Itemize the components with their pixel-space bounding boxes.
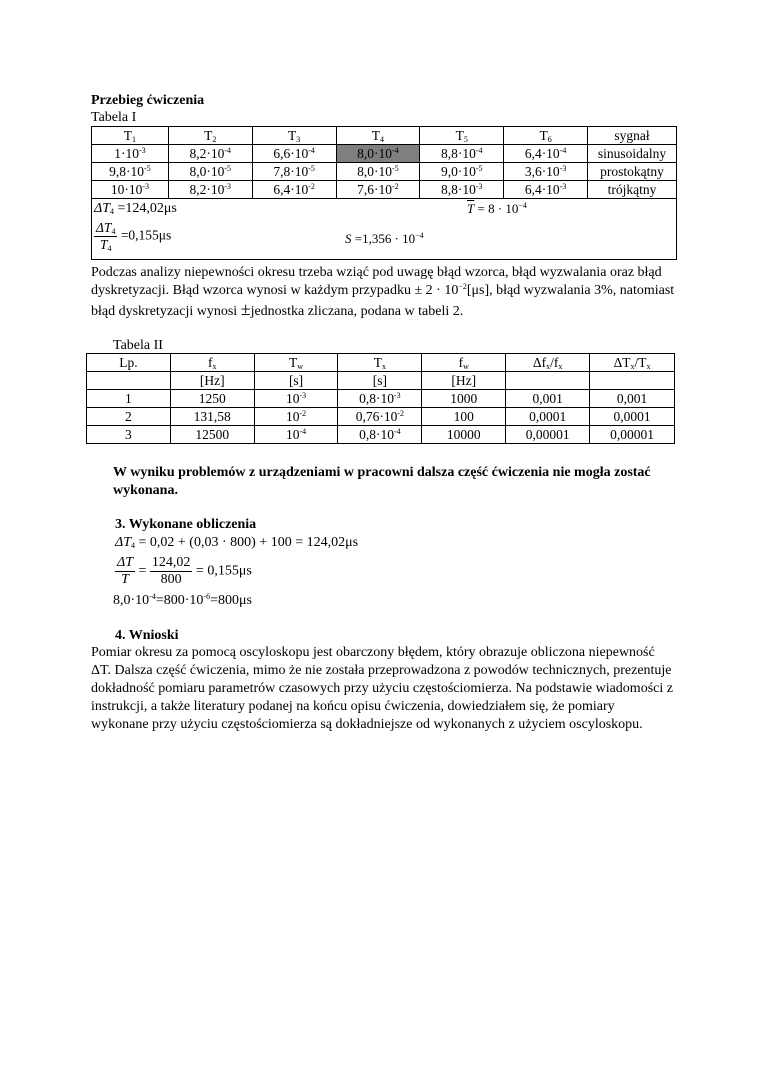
- table1-header-cell: $T_1$: [92, 127, 169, 145]
- table-cell: $6,4\cdot 10^{-4}$: [504, 145, 588, 163]
- table-cell-signal: sinusoidalny: [588, 145, 677, 163]
- table-cell: 0,0001: [506, 408, 590, 426]
- table2-caption: Tabela II: [113, 338, 163, 353]
- table-1: [91, 126, 677, 260]
- table-cell: $8,0\cdot 10^{-5}$: [336, 163, 420, 181]
- table-cell: 10000: [422, 426, 506, 444]
- table-cell: $6,6\cdot 10^{-4}$: [252, 145, 336, 163]
- table-cell: $10^{-4}$: [254, 426, 338, 444]
- table2-unit-cell: [s]: [254, 372, 338, 390]
- table2-header-cell: $\Delta f_x/f_x$: [506, 354, 590, 372]
- table-cell: $6,4\cdot 10^{-2}$: [252, 181, 336, 199]
- table-cell: $6,4\cdot 10^{-3}$: [504, 181, 588, 199]
- table1-header-cell: sygnał: [588, 127, 677, 145]
- table1-summary-cell: [92, 199, 677, 260]
- table1-header-cell: $T_4$: [336, 127, 420, 145]
- table-cell: 131,58: [170, 408, 254, 426]
- table2-header-cell: $f_w$: [422, 354, 506, 372]
- table1-header-cell: $T_3$: [252, 127, 336, 145]
- table-cell: 2: [87, 408, 171, 426]
- table-cell: $9,8\cdot 10^{-5}$: [92, 163, 169, 181]
- table-cell: $8,8\cdot 10^{-4}$: [420, 145, 504, 163]
- table2-units-row: [87, 372, 675, 390]
- table-cell: $8,2\cdot 10^{-3}$: [168, 181, 252, 199]
- table2-unit-cell: [590, 372, 675, 390]
- table-cell: $10\cdot 10^{-3}$: [92, 181, 169, 199]
- table-cell: 0,00001: [590, 426, 675, 444]
- table-cell: 100: [422, 408, 506, 426]
- section4-title: 4. Wnioski: [115, 628, 179, 643]
- tbar-equation: $\overline{T} = 8 \cdot 10^{-4}$: [467, 201, 527, 216]
- table-cell: $0,76\cdot 10^{-2}$: [338, 408, 422, 426]
- table2-header-row: [87, 354, 675, 372]
- table1-header-cell: $T_2$: [168, 127, 252, 145]
- table2-unit-cell: [Hz]: [422, 372, 506, 390]
- table-cell: $3,6\cdot 10^{-3}$: [504, 163, 588, 181]
- uncertainty-paragraph: Podczas analizy niepewności okresu trzeba wziąć pod uwagę błąd wzorca, błąd wyzwalania oraz błąd dyskretyzacji. Błąd wzorca wynosi w każdym przypadku ± $2 \cdot 10^{-2}[\mu s]$, błąd wyzwalania 3%, natomiast błąd dyskretyzacji wynosi ±jednostka zliczana, podana w tabeli 2.: [91, 265, 675, 319]
- table-cell-signal: prostokątny: [588, 163, 677, 181]
- table1-caption: Tabela I: [91, 110, 137, 125]
- table-cell: $7,6\cdot 10^{-2}$: [336, 181, 420, 199]
- table-row: [87, 426, 675, 444]
- table2-header-cell: $f_x$: [170, 354, 254, 372]
- table-cell: 12500: [170, 426, 254, 444]
- table-cell: $0,8\cdot 10^{-4}$: [338, 426, 422, 444]
- calc-equation-3: $8,0\cdot 10^{-4}=800\cdot 10^{-6}=800\mu s$: [113, 592, 252, 608]
- table-cell: 3: [87, 426, 171, 444]
- table-row: [92, 163, 677, 181]
- s-equation: $S =1,356 \cdot 10^{-4}$: [345, 231, 424, 246]
- conclusions-paragraph: Pomiar okresu za pomocą oscyloskopu jest obarczony błędem, który obrazuje obliczona niepewność ΔT. Dalsza część ćwiczenia, mimo że nie została przeprowadzona z powodów technicznych, prezentuje dokładność pomiaru parametrów czasowych przy użyciu częstościomierza. Na podstawie wiadomości z instrukcji, a także literatury podanej na końcu opisu ćwiczenia, dowiedziałem się, że pomiary wykonane przy użyciu częstościomierza są dokładniejsze od wykonanych z użyciem oscyloskopu.: [91, 645, 673, 732]
- table-row: [92, 145, 677, 163]
- table-cell: $8,2\cdot 10^{-4}$: [168, 145, 252, 163]
- table-cell: 0,001: [590, 390, 675, 408]
- table-cell: $9,0\cdot 10^{-5}$: [420, 163, 504, 181]
- table-cell-signal: trójkątny: [588, 181, 677, 199]
- table-cell: $10^{-2}$: [254, 408, 338, 426]
- table2-header-cell: $T_w$: [254, 354, 338, 372]
- table-cell: 0,001: [506, 390, 590, 408]
- table2-header-cell: Lp.: [87, 354, 171, 372]
- table1-summary-row: [92, 199, 677, 260]
- relative-error-equation: $\frac{\Delta T_4}{T_4}$ =0,155μs: [96, 220, 172, 253]
- table2-unit-cell: [87, 372, 171, 390]
- table-cell: 1: [87, 390, 171, 408]
- table1-header-cell: $T_5$: [420, 127, 504, 145]
- table-cell: $8,8\cdot 10^{-3}$: [420, 181, 504, 199]
- table-2: [86, 353, 675, 444]
- table2-header-cell: $T_x$: [338, 354, 422, 372]
- table-cell: 0,0001: [590, 408, 675, 426]
- table2-unit-cell: [s]: [338, 372, 422, 390]
- notice-paragraph: W wyniku problemów z urządzeniami w pracowni dalsza część ćwiczenia nie mogła zostać wykonana.: [113, 465, 651, 498]
- table-row: [87, 408, 675, 426]
- section-heading: Przebieg ćwiczenia: [91, 93, 205, 108]
- table2-header-cell: $\Delta T_x/T_x$: [590, 354, 675, 372]
- table1-header-row: [92, 127, 677, 145]
- table-cell: 0,00001: [506, 426, 590, 444]
- section3-title: 3. Wykonane obliczenia: [115, 517, 257, 532]
- table-cell-highlighted: $8,0\cdot 10^{-4}$: [336, 145, 420, 163]
- calc-equation-2: $\frac{\Delta T}{T}$ = $\frac{124,02}{800}$ = 0,155μs: [117, 555, 252, 587]
- table-cell: $10^{-3}$: [254, 390, 338, 408]
- table-cell: 1000: [422, 390, 506, 408]
- table-cell: $7,8\cdot 10^{-5}$: [252, 163, 336, 181]
- table-cell: 1250: [170, 390, 254, 408]
- table2-unit-cell: [506, 372, 590, 390]
- calc-equation-1: $\Delta T_4 = 0,02 + (0,03 \cdot 800) + 100 = 124,02\mu s$: [115, 535, 359, 550]
- table-cell: $8,0\cdot 10^{-5}$: [168, 163, 252, 181]
- table-row: [92, 181, 677, 199]
- dt4-equation: $\Delta T_4 =124,02\mu s$: [94, 201, 177, 216]
- table-cell: $1\cdot 10^{-3}$: [92, 145, 169, 163]
- table1-header-cell: $T_6$: [504, 127, 588, 145]
- table-cell: $0,8\cdot 10^{-3}$: [338, 390, 422, 408]
- table-row: [87, 390, 675, 408]
- table2-unit-cell: [Hz]: [170, 372, 254, 390]
